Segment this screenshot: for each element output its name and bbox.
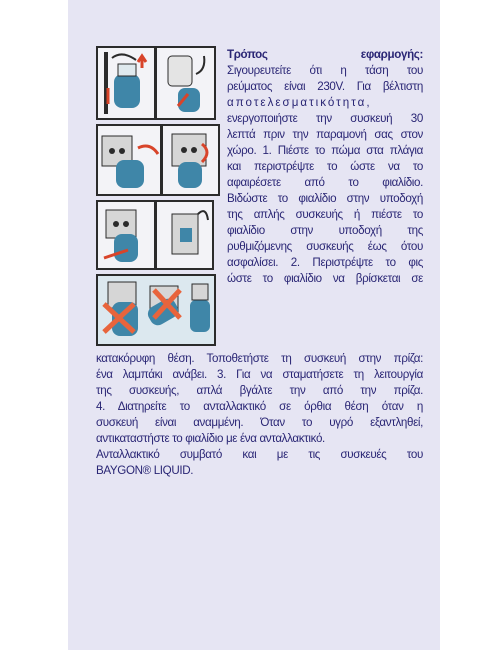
text-line: της συσκευής, απλά βγάλτε την από την πρίζα.: [96, 384, 423, 397]
text-line: της απλής συσκευής ή πιέστε το: [227, 208, 423, 221]
remove-cap-step-icon: [98, 48, 214, 118]
text-line: συσκευή είναι αναμμένη. Όταν το υγρό εξαντληθεί,: [96, 416, 423, 429]
text-line: φιαλίδιο στην υποδοχή της: [227, 224, 423, 237]
text-line: 4. Διατηρείτε το ανταλλακτικό σε όρθια θέση όταν η: [96, 400, 423, 413]
text-line: αποτελεσματικότητα,: [227, 96, 372, 109]
heading-left: Τρόπος: [227, 48, 268, 61]
text-line: αντικαταστήστε το φιαλίδιο με ένα ανταλλακτικό.: [96, 432, 325, 445]
rotate-bottle-plug-icon: [98, 202, 212, 268]
text-line: ασφαλίσει. 2. Περιστρέψτε το φις: [227, 256, 423, 269]
instructions-heading: [227, 47, 423, 63]
illustration-remove-cap: [96, 46, 216, 120]
text-line: και περιστρέψτε το ώστε να το: [227, 160, 423, 173]
instructions-full-width: [96, 351, 423, 479]
text-line: λεπτά πριν την παραμονή σας στον: [227, 128, 423, 141]
text-line: χώρο. 1. Πιέστε το πώμα στα πλάγια: [227, 144, 423, 157]
wrong-orientation-crossed-icon: [98, 276, 214, 344]
text-line: Σιγουρευτείτε ότι η τάση του: [227, 64, 423, 77]
illustration-rotate-plug: [96, 200, 214, 270]
insert-bottle-plug-icon: [98, 126, 218, 194]
instructions-right-column: [227, 47, 423, 287]
illustration-insert-bottle: [96, 124, 220, 196]
text-line: ώστε το φιαλίδιο να βρίσκεται σε: [227, 272, 423, 285]
text-line: ρεύματος είναι 230V. Για βέλτιστη: [227, 80, 423, 93]
heading-right: εφαρμογής:: [360, 48, 423, 61]
compatibility-line: Ανταλλακτικό συμβατό και με τις συσκευές του: [96, 448, 423, 461]
text-line: ρυθμιζόμενης συσκευής έως ότου: [227, 240, 423, 253]
illustration-wrong-orientation: [96, 274, 216, 346]
compatibility-product: BAYGON® LIQUID.: [96, 464, 194, 477]
text-line: ένα λαμπάκι ανάβει. 3. Για να σταματήσετε τη λειτουργία: [96, 368, 423, 381]
text-line: αφαιρέσετε από το φιαλίδιο.: [227, 176, 423, 189]
text-line: Βιδώστε το φιαλίδιο στην υποδοχή: [227, 192, 423, 205]
text-line: κατακόρυφη θέση. Τοποθετήστε τη συσκευή στην πρίζα:: [96, 352, 423, 365]
text-line: ενεργοποιήστε την συσκευή 30: [227, 112, 423, 125]
